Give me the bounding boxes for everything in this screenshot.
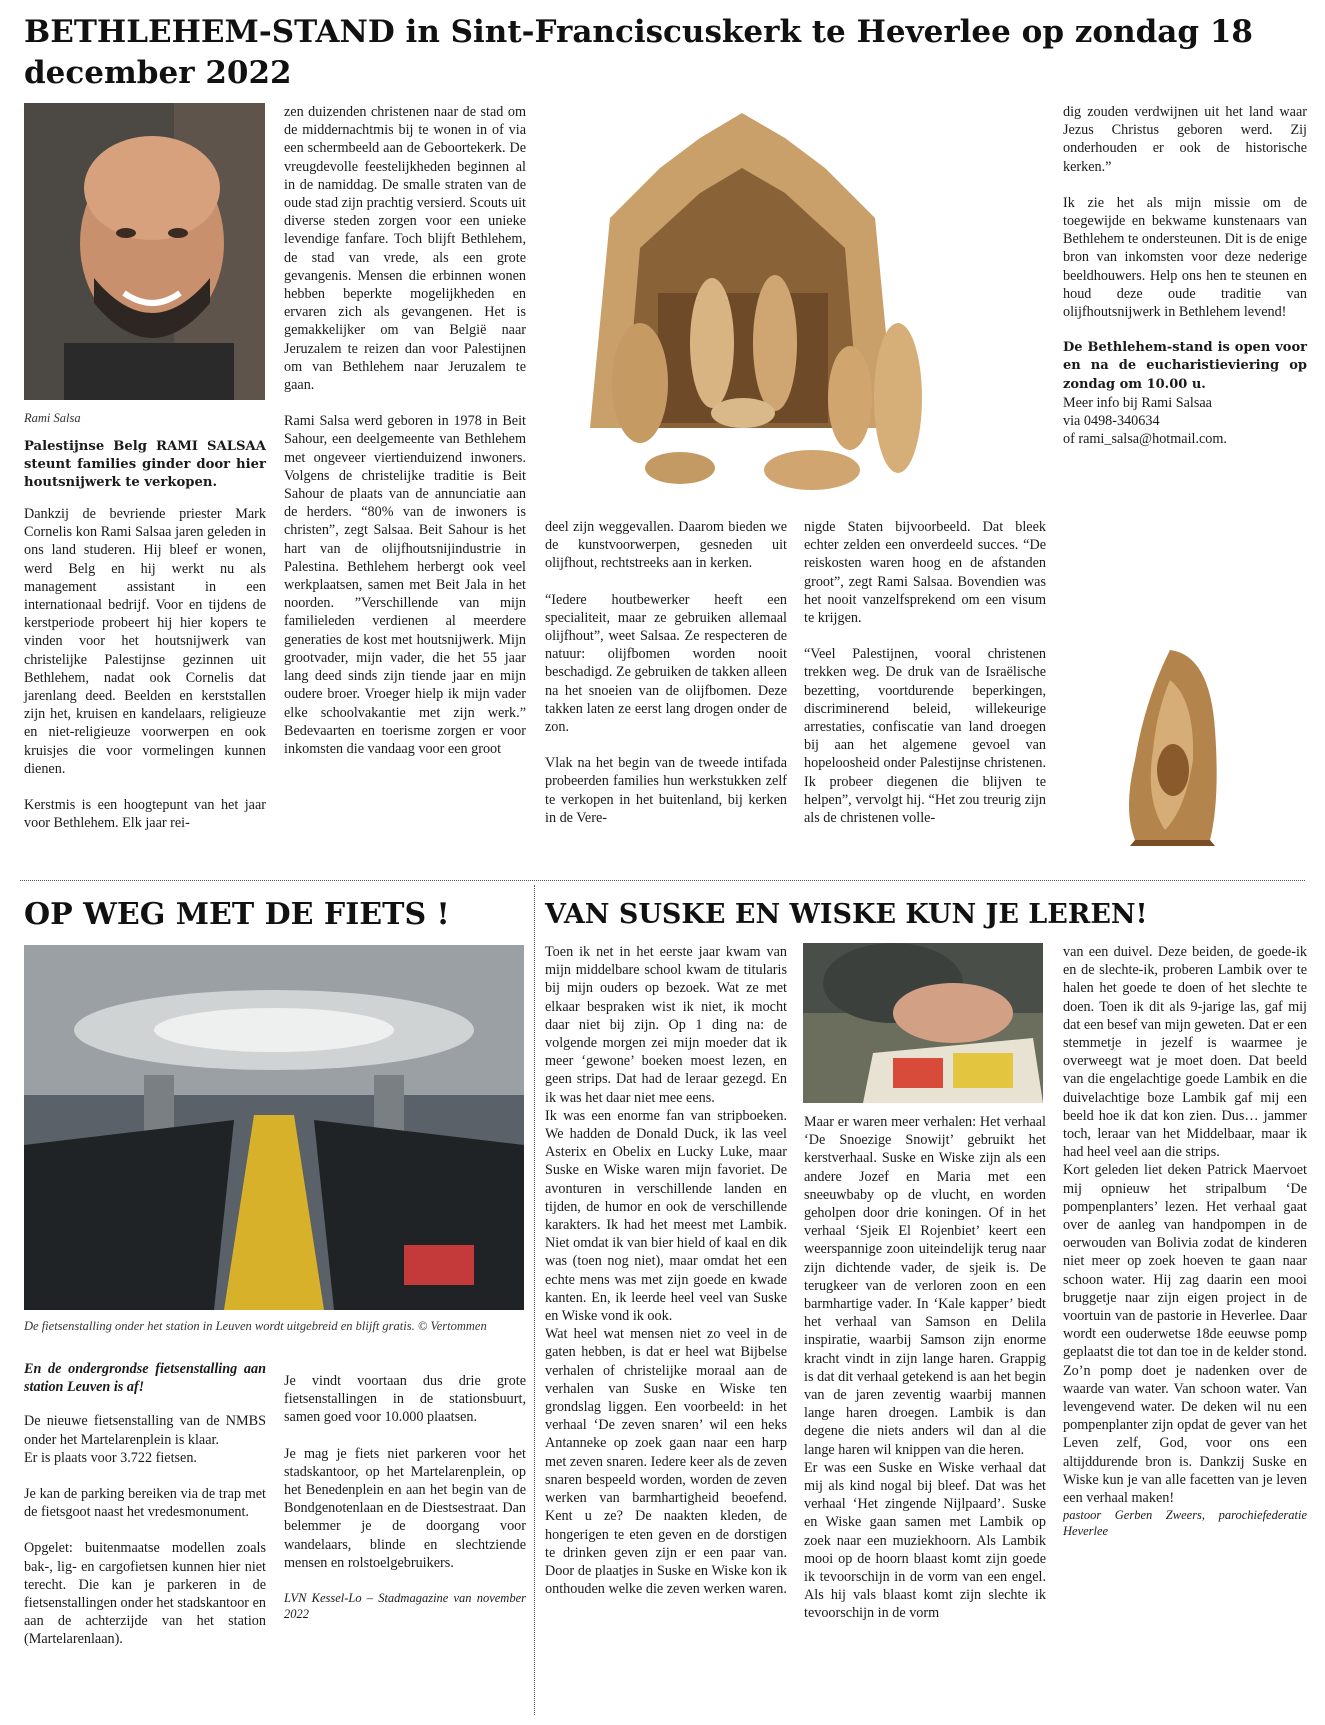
paragraph: Ik zie het als mijn missie om de toegewijde en bekwame kunstenaars van Bethlehem te ondersteunen. Dit is de enige bron van inkomsten voor deze nederige beeldhouwers. Help ons hen te steunen en houd deze oude traditie van olijfhoutsnijwerk in Bethlehem levend! xyxy=(1063,194,1307,321)
nativity-scene-photo xyxy=(550,98,935,498)
bike-parking-caption: De fietsenstalling onder het station in Leuven wordt uitgebreid en blijft gratis. © Vertommen xyxy=(24,1319,487,1333)
paragraph: deel zijn weggevallen. Daarom bieden we de kunstvoorwerpen, gesneden uit olijfhout, rechtstreeks aan in kerken. xyxy=(545,519,787,572)
article3-signature: pastoor Gerben Zweers, parochiefederatie Heverlee xyxy=(1063,1508,1307,1539)
article2-lead: En de ondergrondse fietsenstalling aan station Leuven is af! xyxy=(24,1361,266,1396)
article3-column-3 xyxy=(1063,943,1307,1539)
paragraph: Je vindt voortaan dus drie grote fietsenstallingen in de stationsbuurt, samen goed voor 10.000 plaatsen. xyxy=(284,1373,526,1426)
article3-column-1 xyxy=(545,943,787,1598)
article3-title: VAN SUSKE EN WISKE KUN JE LEREN! xyxy=(545,899,1148,930)
article1-column-2 xyxy=(284,103,526,776)
paragraph: van een duivel. Deze beiden, de goede-ik en de slechte-ik, proberen Lambik over te halen het goede te doen of het slechte te doen. Toen ik dit als 9-jarige las, gaf mij dat een besef van mijn geweten. Dat er een stemmetje in jezelf is waarmee je overweegt wat je moet doen. Dat beeld van die engelachtige goede Lambik en die duivelachtige boze Lambik gaf mij een beeld hoe ik dat kon zien. Dus… jammer toch, leraar van het Middelbaar, maar ik had heel veel aan die strips. xyxy=(1063,944,1307,1161)
paragraph: Vlak na het begin van de tweede intifada probeerden families hun werkstukken zelf te verkopen in het buitenland, bij kerken in de Vere- xyxy=(545,755,787,826)
article1-column-3 xyxy=(545,518,787,845)
paragraph: Dankzij de bevriende priester Mark Cornelis kon Rami Salsaa jaren geleden in ons land studeren. Hij bleef er wonen, werd Belg en hij werkt nu als management assistant in een internationaal bedrijf. Voor en tijdens de kerstperiode probeert hij hier kopers te vinden voor het houtsnijwerk van christelijke Palestijnse gezinnen uit Bethlehem, nadat ook Cornelis dat jarenlang deed. Beelden en kerststallen zijn het, kruisen en kandelaars, religieuze en niet-religieuze voorwerpen en ook kruisjes die voor vormelingen kunnen dienen. xyxy=(24,506,266,777)
paragraph: Toen ik net in het eerste jaar kwam van mijn middelbare school kwam de titularis bij mijn ouders op bezoek. Wat ze met elkaar bespraken wist ik niet, ik mocht daar niet bij zijn. Op 1 ding na: de volgende morgen zei mijn moeder dat ik meer ‘gewone’ boeken moest lezen, en geen strips. Dat had de leraar gezegd. En ik was het daar niet mee eens. xyxy=(545,944,787,1106)
section-divider xyxy=(20,880,1305,881)
paragraph: Kerstmis is een hoogtepunt van het jaar voor Bethlehem. Elk jaar rei- xyxy=(24,797,266,832)
article1-column-5 xyxy=(1063,103,1307,448)
paragraph: Er is plaats voor 3.722 fietsen. xyxy=(24,1449,197,1466)
paragraph: “Veel Palestijnen, vooral christenen trekken weg. De druk van de Israëlische bezetting, voortdurende beperkingen, discriminerend beleid, willekeurige arrestaties, confiscatie van land droegen bij aan het algemene gevoel van hopeloosheid onder Palestijnse christenen. Ik probeer diegenen die blijven te helpen”, vervolgt hij. “Het zou treurig zijn als de christenen volle- xyxy=(804,646,1046,827)
article1-column-4 xyxy=(804,518,1046,845)
article1-title: BETHLEHEM-STAND in Sint-Franciscuskerk te Heverlee op zondag 18 december 2022 xyxy=(24,14,1253,91)
paragraph: dig zouden verdwijnen uit het land waar Jezus Christus geboren werd. Zij onderhouden er ook de historische kerken.” xyxy=(1063,104,1307,175)
holy-family-statue-photo xyxy=(1115,640,1230,850)
article2-column-2 xyxy=(284,1372,526,1622)
paragraph: Rami Salsa werd geboren in 1978 in Beit Sahour, een deelgemeente van Bethlehem met ongeveer viertienduizend inwoners. Volgens de christelijke traditie is Beit Sahour de plaats van de annunciatie aan de herders. “80% van de inwoners is christen”, zegt Salsaa. Beit Sahour is het hart van de olijfhoutsnijindustrie in Palestina. Bethlehem herbergt ook veel werkplaatsen, samen met Beit Jala in het noorden. ”Verschillende van mijn familieleden verdienen al meerdere generaties de kost met houtsnijwerk. Mijn grootvader, mijn vader, die het 55 jaar lang deed sinds zijn tiende jaar en mijn oudere broer. Vroeger hielp ik mijn vader elke schoolvakantie met zijn werk.” Bedevaarten en toerisme zorgen er voor inkomsten die vandaag voor een groot xyxy=(284,413,526,757)
portrait-caption: Rami Salsa xyxy=(24,411,81,425)
article1-column-1 xyxy=(24,505,266,850)
paragraph: Opgelet: buitenmaatse modellen zoals bak-, lig- en cargofietsen kunnen hier niet terecht. Die kan je parkeren in de fietsenstallingen onder het stadskantoor en aan de achterzijde van het station (Martelarenlaan). xyxy=(24,1540,266,1648)
article3-column-2 xyxy=(804,1113,1046,1623)
paragraph: zen duizenden christenen naar de stad om de middernachtmis bij te wonen in of via een schermbeeld aan de Geboortekerk. De vreugdevolle feestelijkheden beginnen al in de namiddag. De smalle straten van de oude stad zijn prachtig versierd. Scouts uit diverse steden zorgen voor een unieke levendige fanfare. Toch blijft Bethlehem, de stad van vrede, als een grote gevangenis. Mensen die erbinnen wonen hebben beperkte mogelijkheden en ervaren zich als gevangenen. Het is gemakkelijker om van België naar Jeruzalem te reizen dan voor Palestijnen om van Bethlehem naar Jeruzalem te gaan. xyxy=(284,104,526,394)
reading-comic-photo xyxy=(803,943,1043,1103)
contact-email: of rami_salsa@hotmail.com. xyxy=(1063,431,1227,448)
paragraph: De nieuwe fietsenstalling van de NMBS onder het Martelarenplein is klaar. xyxy=(24,1413,266,1448)
paragraph: nigde Staten bijvoorbeeld. Dat bleek echter zelden een onverdeeld succes. “De reiskosten waren hoog en de afstanden groot”, zegt Rami Salsaa. Bovendien was het nooit vanzelfsprekend om een visum te krijgen. xyxy=(804,519,1046,627)
contact-line: Meer info bij Rami Salsaa xyxy=(1063,394,1212,411)
bike-parking-photo xyxy=(24,945,524,1310)
paragraph: Ik was een enorme fan van stripboeken. We hadden de Donald Duck, ik las veel Asterix en Obelix en Lucky Luke, maar Suske en Wiske waren mijn favoriet. De avonturen in verschillende landen en tijden, de humor en ook de verschillende karakters. Ik had het meest met Lambik. Niet omdat ik van bier hield of kaal en dik was (toen nog niet), maar omdat het een echte mens was met zijn goede en kwade kanten. En, ik leerde heel veel van Suske en Wiske vond ik ook. xyxy=(545,1107,787,1325)
paragraph: Kort geleden liet deken Patrick Maervoet mij opnieuw het stripalbum ‘De pompenplanters’ lezen. Het verhaal gaat over de aanleg van handpompen in de oerwouden van Bolivia zodat de kinderen niet meer op zoek hoeven te gaan naar schoon water. Hij zag daarin een mooi bruggetje naar zijn eigen project in de voortuin van de pastorie in Heverlee. Daar wordt een ouderwetse 18de eeuwse pomp geplaatst die tot dan toe in de kelder stond. Zo’n pomp doet je nadenken over de waarde van water. Van schoon water. Van levengevend water. De deken wil nu een pompenplanter zijn opdat de gever van het Leven zelf, God, voor ons een altijddurende bron is. Dankzij Suske en Wiske kun je van alle facetten van je leven een verhaal maken! xyxy=(1063,1162,1307,1507)
paragraph: “Iedere houtbewerker heeft een specialiteit, maar ze gebruiken allemaal olijfhout”, weet Salsaa. Ze respecteren de natuur: olijfbomen worden nooit beschadigd. Ze gebruiken de takken alleen na het snoeien van de olijfbomen. Deze takken laten ze eerst lang drogen onder de zon. xyxy=(545,591,787,736)
paragraph: Maar er waren meer verhalen: Het verhaal ‘De Snoezige Snowijt’ gebruikt het kerstverhaal. Suske en Wiske zijn als een andere Jozef en Maria met een sneeuwbaby op de vlucht, en worden geholpen door drie koningen. Of in het verhaal ‘Sjeik El Rojenbiet’ keert een weerspannige zoon uiteindelijk terug naar zijn dichtende vader, de sjeik is. De terugkeer van de verloren zoon en een barmhartige vader. In ‘Kale kapper’ biedt het verhaal van Samson en Delila inspiratie, waarbij Samson zijn enorme kracht vindt in zijn lange haren. Grappig is dat dit verhaal getekend is aan het begin van de jaren zeventig waarbij mannen lange haren droegen. Lambik is dan degene die niets anders wil dan al die lange haren wil knippen van die heren. xyxy=(804,1114,1046,1458)
column-divider xyxy=(534,885,535,1715)
article2-source: LVN Kessel-Lo – Stadmagazine van november 2022 xyxy=(284,1591,526,1622)
paragraph: Je mag je fiets niet parkeren voor het stadskantoor, op het Martelarenplein, op het Benedenplein en aan het begin van de Bondgenotenlaan en de Diestsestraat. Dan belemmer je de doorgang voor wandelaars, blinde en slechtziende mensen en rolstoelgebruikers. xyxy=(284,1445,526,1571)
paragraph: Je kan de parking bereiken via de trap met de fietsgoot naast het vredesmonument. xyxy=(24,1486,266,1521)
article2-title: OP WEG MET DE FIETS ! xyxy=(24,897,450,932)
contact-phone: via 0498-340634 xyxy=(1063,413,1160,430)
article2-column-1 xyxy=(24,1360,266,1649)
stand-opening-hours: De Bethlehem-stand is open voor en na de eucharistieviering op zondag om 10.00 u. xyxy=(1063,340,1307,392)
portrait-photo xyxy=(24,103,265,400)
article1-lead: Palestijnse Belg RAMI SALSAA steunt families ginder door hier houtsnijwerk te verkopen. xyxy=(24,439,266,490)
paragraph: Wat heel wat mensen niet zo veel in de gaten hebben, is dat er heel wat Bijbelse verhalen of christelijke moraal aan de verhalen van Suske en Wiske ten grondslag liggen. Een voorbeeld: in het verhaal ‘De zeven snaren’ wil een heks Antanneke op zoek gaan naar een harp met zeven snaren. Iedere keer als de zeven snaren bespeeld worden, worden de zeven werken van barmhartigheid beoefend. Kent u ze? De naakten kleden, de hongerigen te eten geven en de dorstigen te drinken geven zijn er een paar van. Door de plaatjes in Suske en Wiske kon ik onthouden welke die zeven werken waren. xyxy=(545,1326,787,1598)
paragraph: Er was een Suske en Wiske verhaal dat mij als kind nogal bij bleef. Dat was het verhaal ‘Het zingende Nijlpaard’. Suske en Wiske gaan samen met Lambik op zoek naar een muziekhoorn. Als Lambik mooi op de hoorn blaast komt zijn goede ik tevoorschijn in de vorm van een engel. Als hij vals blaast komt zijn slechte ik tevoorschijn in de vorm xyxy=(804,1459,1046,1622)
